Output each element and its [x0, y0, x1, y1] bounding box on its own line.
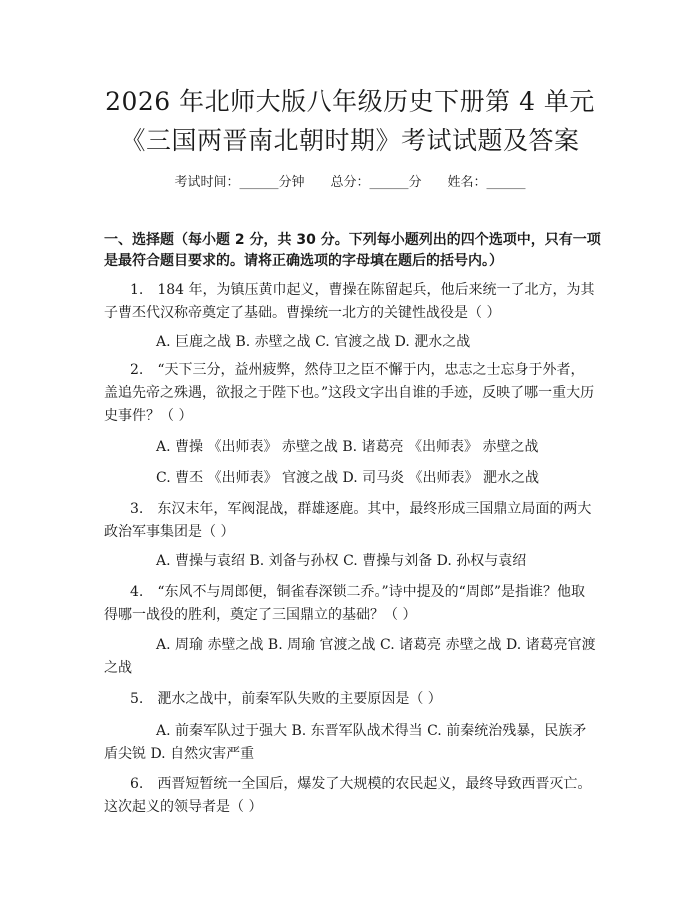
exam-time-field: 考试时间：______分钟 — [174, 175, 305, 190]
question-1-stem: 1. 184 年，为镇压黄巾起义，曹操在陈留起兵，他后来统一了北方，为其子曹丕代汉称帝奠定了基础。曹操统一北方的关键性战役是（ ） — [104, 282, 595, 321]
exam-score-field: 总分：______分 — [330, 175, 422, 190]
question-1-options-line-1: A. 巨鹿之战 B. 赤壁之战 C. 官渡之战 D. 淝水之战 — [156, 334, 471, 350]
question-5-stem: 5. 淝水之战中，前秦军队失败的主要原因是（ ） — [130, 691, 442, 707]
question-2-stem: 2. “天下三分，益州疲弊，然侍卫之臣不懈于内，忠志之士忘身于外者，盖追先帝之殊遇，欲报之于陛下也。”这段文字出自谁的手迹，反映了哪一重大历史事件？（ ） — [104, 362, 595, 424]
question-4-stem: 4. “东风不与周郎便，铜雀春深锁二乔。”诗中提及的“周郎”是指谁？他取得哪一战役的胜利，奠定了三国鼎立的基础？（ ） — [104, 584, 585, 623]
exam-meta — [0, 171, 700, 190]
question-3-options-line-1: A. 曹操与袁绍 B. 刘备与孙权 C. 曹操与刘备 D. 孙权与袁绍 — [156, 553, 527, 569]
question-4-options-line-1: A. 周瑜 赤壁之战 B. 周瑜 官渡之战 C. 诸葛亮 赤壁之战 D. 诸葛亮官渡之战 — [104, 637, 596, 676]
exam-title-line-1: 2026 年北师大版八年级历史下册第 4 单元 — [105, 87, 595, 116]
exam-title-line-2: 《三国两晋南北朝时期》考试试题及答案 — [120, 126, 580, 155]
question-3-stem: 3. 东汉末年，军阀混战，群雄逐鹿。其中，最终形成三国鼎立局面的两大政治军事集团是（ ） — [104, 501, 592, 540]
question-5-options-line-1: A. 前秦军队过于强大 B. 东晋军队战术得当 C. 前秦统治残暴，民族矛盾尖锐 D. 自然灾害严重 — [104, 723, 587, 762]
section-heading: 一、选择题（每小题 2 分，共 30 分。下列每小题列出的四个选项中，只有一项是最符合题目要求的。请将正确选项的字母填在题后的括号内。） — [104, 232, 601, 269]
exam-name-field: 姓名：______ — [447, 175, 526, 190]
question-6-stem: 6. 西晋短暂统一全国后，爆发了大规模的农民起义，最终导致西晋灭亡。这次起义的领导者是（ ） — [104, 776, 592, 815]
question-2-options-line-1: A. 曹操 《出师表》 赤壁之战 B. 诸葛亮 《出师表》 赤壁之战 — [156, 439, 539, 455]
question-2-options-line-2: C. 曹丕 《出师表》 官渡之战 D. 司马炎 《出师表》 淝水之战 — [156, 470, 539, 486]
